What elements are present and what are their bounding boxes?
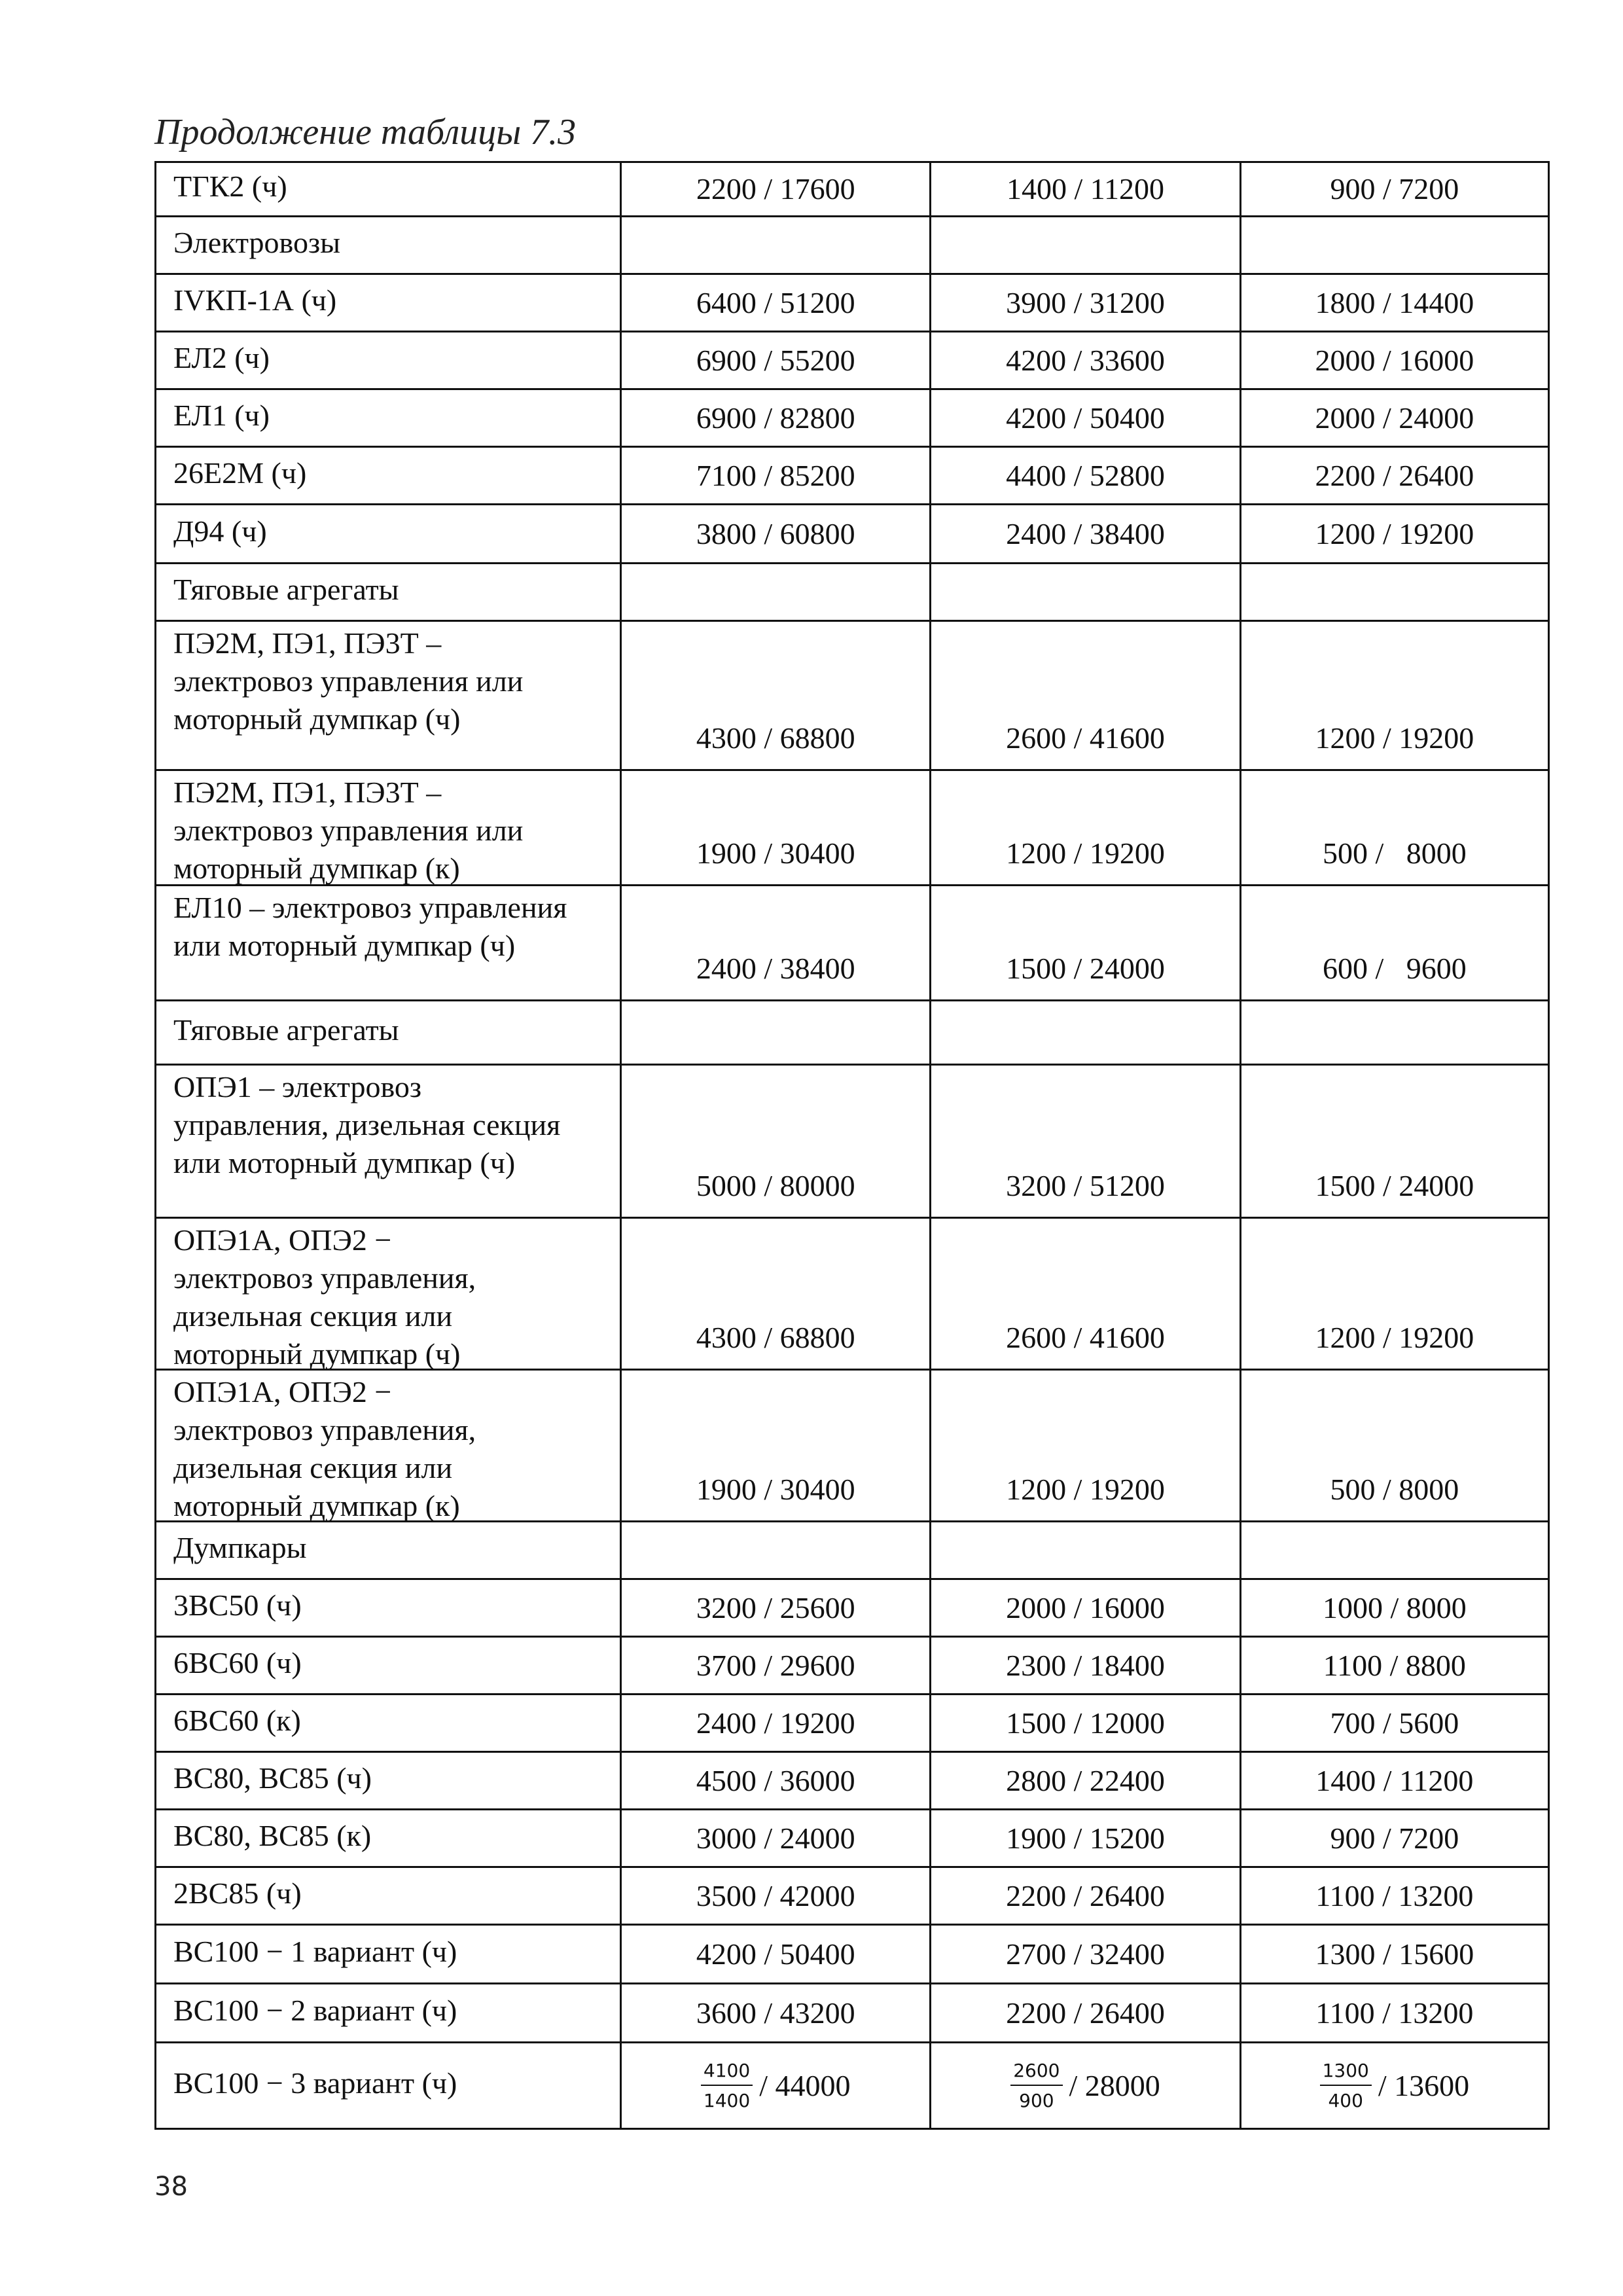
value-cell: 1400 / 11200 [1241,1753,1550,1808]
value-cell: 2400 / 19200 [622,1695,931,1751]
value-cell: 600 / 9600 [1241,886,1550,999]
value-cell: 4500 / 36000 [622,1753,931,1808]
table-row [154,1001,1550,1066]
row-label-cell [156,275,622,331]
table-caption: Продолжение таблицы 7.3 [154,112,577,152]
row-label-line: ОПЭ1А, ОПЭ2 − [173,1375,392,1408]
value-cell: 4200 / 50400 [622,1926,931,1982]
row-label-cell [156,1695,622,1751]
table-row [154,1868,1550,1926]
page-number: 38 [154,2172,188,2202]
row-label-line: ТГК2 (ч) [173,170,287,203]
value-remainder: / 44000 [759,2068,851,2102]
table-row [154,1371,1550,1522]
fraction [1010,2058,1062,2113]
value-cell: 1500 / 24000 [1241,1066,1550,1217]
table-row [154,1810,1550,1868]
value-cell: 6900 / 55200 [622,332,931,388]
value-cell: 5000 / 80000 [622,1066,931,1217]
fraction [701,2058,753,2113]
row-label-line: ВС100 − 1 вариант (ч) [173,1934,457,1968]
row-label-line: дизельная секция или [173,1451,453,1484]
table-row [154,217,1550,275]
value-cell: 1200 / 19200 [1241,622,1550,769]
table-row [154,622,1550,771]
row-label-cell [156,505,622,562]
value-cell: 1500 / 12000 [931,1695,1241,1751]
value-cell: 1100 / 8800 [1241,1638,1550,1693]
value-cell: 3900 / 31200 [931,275,1241,331]
row-label-line: 26Е2М (ч) [173,456,307,490]
row-label-cell [156,1810,622,1866]
table-row [154,564,1550,622]
value-cell: 2800 / 22400 [931,1753,1241,1808]
value-cell [1241,2043,1550,2128]
row-label-cell [156,886,622,999]
value-cell: 3700 / 29600 [622,1638,931,1693]
row-label-line: 2ВС85 (ч) [173,1876,302,1910]
maintenance-table [154,161,1550,2130]
value-cell: 500 / 8000 [1241,1371,1550,1520]
row-label-cell [156,622,622,769]
row-label-line: или моторный думпкар (ч) [173,1146,516,1179]
row-label-line: ЕЛ10 – электровоз управления [173,891,567,924]
row-label-cell [156,390,622,446]
row-label-cell [156,771,622,884]
row-label-line: моторный думпкар (к) [173,852,460,885]
table-row [154,1522,1550,1580]
table-row [154,275,1550,332]
value-remainder: / 13600 [1378,2068,1470,2102]
row-label-cell [156,1868,622,1924]
row-label-cell [156,564,622,620]
value-cell: 1100 / 13200 [1241,1868,1550,1924]
row-label-line: или моторный думпкар (ч) [173,929,516,962]
value-cell: 1100 / 13200 [1241,1984,1550,2041]
value-cell [931,1001,1241,1064]
table-row [154,886,1550,1001]
table-row [154,161,1550,217]
table-row [154,1066,1550,1219]
value-cell: 3000 / 24000 [622,1810,931,1866]
value-cell [931,217,1241,273]
table-row [154,505,1550,564]
row-label-line: Тяговые агрегаты [173,572,399,606]
value-cell: 2000 / 16000 [931,1580,1241,1636]
row-label-line: 6ВС60 (ч) [173,1645,302,1679]
row-label-cell [156,1371,622,1520]
value-cell: 500 / 8000 [1241,771,1550,884]
value-cell [1241,217,1550,273]
row-label-line: дизельная секция или [173,1299,453,1333]
value-cell: 1200 / 19200 [931,771,1241,884]
value-cell: 1300 / 15600 [1241,1926,1550,1982]
row-label-line: ЕЛ1 (ч) [173,398,270,432]
fraction [1320,2058,1372,2113]
value-cell [1241,564,1550,620]
row-label-line: ВС80, ВС85 (ч) [173,1761,372,1795]
value-cell: 2400 / 38400 [931,505,1241,562]
table-row [154,332,1550,390]
row-label-line: 3ВС50 (ч) [173,1588,302,1622]
table-row [154,771,1550,886]
row-label-line: 6ВС60 (к) [173,1703,301,1737]
value-cell: 2200 / 26400 [931,1984,1241,2041]
value-cell [1241,1522,1550,1578]
value-cell: 2400 / 38400 [622,886,931,999]
row-label-cell [156,1753,622,1808]
value-cell: 4300 / 68800 [622,622,931,769]
value-cell: 4300 / 68800 [622,1219,931,1369]
row-label-cell [156,1066,622,1217]
value-cell: 3600 / 43200 [622,1984,931,2041]
value-cell: 1800 / 14400 [1241,275,1550,331]
value-cell: 1200 / 19200 [931,1371,1241,1520]
row-label-line: Думпкары [173,1530,307,1564]
row-label-line: ЕЛ2 (ч) [173,340,270,374]
value-cell: 2600 / 41600 [931,1219,1241,1369]
value-cell: 1000 / 8000 [1241,1580,1550,1636]
row-label-line: управления, дизельная секция [173,1108,561,1141]
table-row [154,1580,1550,1638]
row-label-cell [156,2043,622,2128]
table-row [154,1638,1550,1695]
value-cell [622,564,931,620]
value-cell: 1900 / 30400 [622,771,931,884]
value-cell: 6400 / 51200 [622,275,931,331]
row-label-cell [156,163,622,215]
fraction-numerator: 1300 [1320,2058,1372,2086]
value-cell [622,1522,931,1578]
row-label-cell [156,1984,622,2041]
row-label-line: электровоз управления или [173,664,524,698]
row-label-cell [156,1001,622,1064]
value-cell: 1500 / 24000 [931,886,1241,999]
table-row [154,390,1550,448]
value-cell: 3200 / 51200 [931,1066,1241,1217]
table-row [154,1926,1550,1984]
row-label-line: электровоз управления, [173,1261,476,1295]
table-row [154,1695,1550,1753]
row-label-cell [156,1926,622,1982]
value-cell: 6900 / 82800 [622,390,931,446]
row-label-cell [156,448,622,503]
value-cell: 4200 / 33600 [931,332,1241,388]
fraction-numerator: 4100 [701,2058,753,2086]
table-row [154,2043,1550,2130]
value-cell: 2000 / 24000 [1241,390,1550,446]
value-cell: 3500 / 42000 [622,1868,931,1924]
row-label-line: ВС100 − 2 вариант (ч) [173,1993,457,2027]
value-remainder: / 28000 [1069,2068,1160,2102]
value-cell: 1900 / 30400 [622,1371,931,1520]
row-label-line: Электровозы [173,225,341,259]
row-label-line: электровоз управления или [173,814,524,847]
value-cell: 2000 / 16000 [1241,332,1550,388]
row-label-cell [156,1522,622,1578]
value-cell: 4200 / 50400 [931,390,1241,446]
value-cell: 7100 / 85200 [622,448,931,503]
value-cell: 2300 / 18400 [931,1638,1241,1693]
row-label-line: IVКП-1А (ч) [173,283,337,317]
value-cell: 2700 / 32400 [931,1926,1241,1982]
value-cell: 1900 / 15200 [931,1810,1241,1866]
value-cell: 900 / 7200 [1241,1810,1550,1866]
value-cell: 2200 / 26400 [931,1868,1241,1924]
value-cell: 1400 / 11200 [931,163,1241,215]
row-label-cell [156,1219,622,1369]
table-row [154,448,1550,505]
value-cell: 4400 / 52800 [931,448,1241,503]
value-cell: 900 / 7200 [1241,163,1550,215]
row-label-cell [156,1580,622,1636]
row-label-cell [156,332,622,388]
row-label-line: моторный думпкар (ч) [173,702,461,736]
row-label-line: моторный думпкар (к) [173,1489,460,1522]
row-label-line: Д94 (ч) [173,514,267,548]
value-cell [622,217,931,273]
row-label-line: ПЭ2М, ПЭ1, ПЭ3Т – [173,776,442,809]
value-cell [622,1001,931,1064]
table-row [154,1219,1550,1371]
value-cell: 2600 / 41600 [931,622,1241,769]
value-cell [931,564,1241,620]
row-label-line: моторный думпкар (ч) [173,1337,461,1371]
fraction-numerator: 2600 [1010,2058,1062,2086]
table-row [154,1984,1550,2043]
value-cell: 3200 / 25600 [622,1580,931,1636]
row-label-line: электровоз управления, [173,1413,476,1446]
row-label-line: ВС100 − 3 вариант (ч) [173,2066,457,2100]
row-label-line: Тяговые агрегаты [173,1013,399,1047]
value-cell: 700 / 5600 [1241,1695,1550,1751]
row-label-cell [156,217,622,273]
value-cell [1241,1001,1550,1064]
row-label-line: ПЭ2М, ПЭ1, ПЭ3Т – [173,626,442,660]
value-cell [622,2043,931,2128]
row-label-line: ОПЭ1 – электровоз [173,1070,422,1103]
value-cell: 1200 / 19200 [1241,505,1550,562]
value-cell [931,1522,1241,1578]
value-cell: 3800 / 60800 [622,505,931,562]
row-label-line: ВС80, ВС85 (к) [173,1818,372,1852]
value-cell: 2200 / 17600 [622,163,931,215]
table-row [154,1753,1550,1810]
fraction-denominator: 400 [1328,2089,1363,2111]
row-label-cell [156,1638,622,1693]
value-cell: 1200 / 19200 [1241,1219,1550,1369]
fraction-denominator: 900 [1019,2089,1054,2111]
row-label-line: ОПЭ1А, ОПЭ2 − [173,1223,392,1257]
value-cell: 2200 / 26400 [1241,448,1550,503]
value-cell [931,2043,1241,2128]
fraction-denominator: 1400 [703,2089,751,2111]
